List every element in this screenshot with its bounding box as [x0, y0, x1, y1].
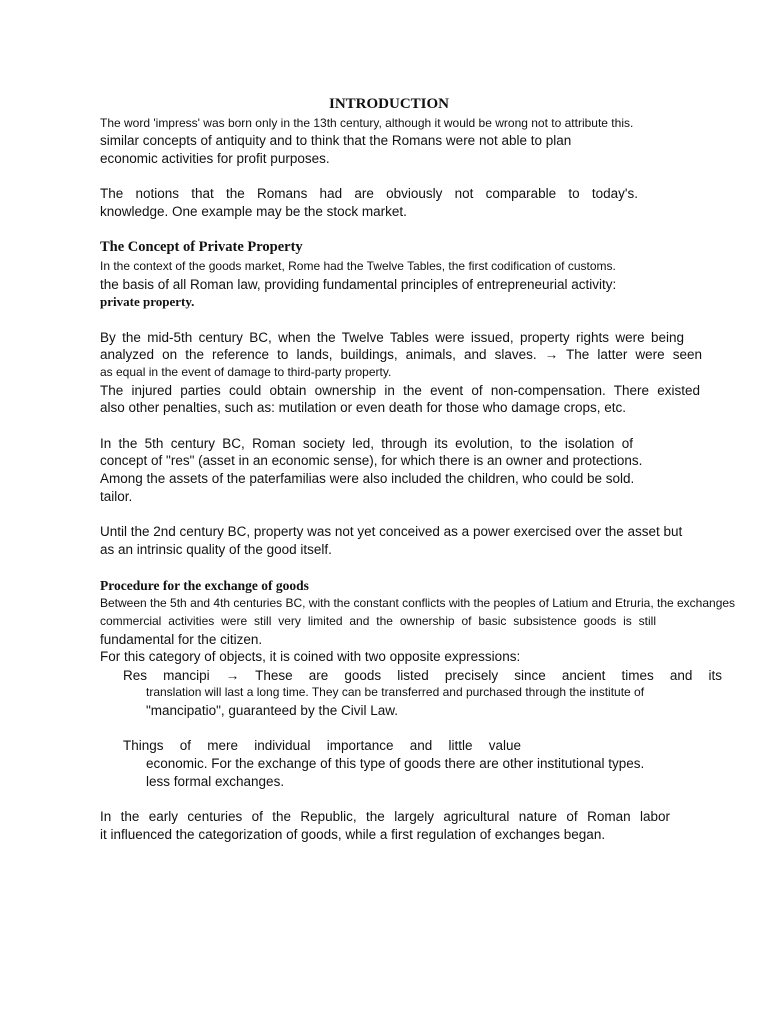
section-heading-private-property: The Concept of Private Property	[100, 239, 303, 255]
s1-p2-line-2: analyzed on the reference to lands, buildings, animals, and slaves. → The latter were seen	[100, 347, 702, 362]
s1-p2-line-3: as equal in the event of damage to third-party property.	[100, 365, 392, 379]
s1-p2-line-1: By the mid-5th century BC, when the Twelve Tables were issued, property rights were being	[100, 330, 684, 345]
s1-p3-line-2: concept of "res" (asset in an economic sense), for which there is an owner and protections.	[100, 453, 643, 468]
s1-line-3: private property.	[100, 294, 195, 309]
page-title: INTRODUCTION	[329, 96, 450, 112]
s1-p3-line-4: tailor.	[100, 489, 133, 504]
s2-line-2: commercial activities were still very limited and the ownership of basic subsistence goods is still	[100, 614, 656, 628]
s1-p2-line-5: also other penalties, such as: mutilation or even death for those who damage crops, etc.	[100, 400, 627, 415]
s2-item1-line-1: Res mancipi → These are goods listed precisely since ancient times and its	[123, 668, 722, 683]
s1-p3-line-1: In the 5th century BC, Roman society led, through its evolution, to the isolation of	[100, 436, 633, 451]
s1-p3-line-3: Among the assets of the paterfamilias were also included the children, who could be sold.	[100, 471, 635, 486]
s1-p2-line-4: The injured parties could obtain ownership in the event of non-compensation. There existed	[100, 383, 700, 398]
s2-item1-line-3: "mancipatio", guaranteed by the Civil Law.	[146, 703, 398, 718]
intro-line-4: The notions that the Romans had are obviously not comparable to today's.	[100, 186, 638, 201]
s2-last-line-2: it influenced the categorization of goods, while a first regulation of exchanges began.	[100, 827, 606, 842]
s1-line-2: the basis of all Roman law, providing fundamental principles of entrepreneurial activity:	[100, 277, 617, 292]
s2-item2-line-2: economic. For the exchange of this type of goods there are other institutional types.	[146, 756, 645, 771]
intro-line-5: knowledge. One example may be the stock market.	[100, 204, 407, 219]
s2-item2-line-1: Things of mere individual importance and little value	[123, 738, 521, 753]
s2-line-1: Between the 5th and 4th centuries BC, with the constant conflicts with the peoples of Latium and Etruria, the exchanges	[100, 596, 736, 610]
section-heading-exchange: Procedure for the exchange of goods	[100, 578, 309, 593]
intro-line-3: economic activities for profit purposes.	[100, 151, 330, 166]
intro-line-2: similar concepts of antiquity and to think that the Romans were not able to plan	[100, 133, 572, 148]
s2-line-4: For this category of objects, it is coined with two opposite expressions:	[100, 649, 521, 664]
s2-item1-line-2: translation will last a long time. They can be transferred and purchased through the institute of	[146, 685, 645, 699]
intro-line-1: The word 'impress' was born only in the 13th century, although it would be wrong not to attribute this.	[100, 116, 634, 130]
s1-line-1: In the context of the goods market, Rome had the Twelve Tables, the first codification of customs.	[100, 259, 616, 273]
s1-p4-line-2: as an intrinsic quality of the good itself.	[100, 542, 332, 557]
s2-line-3: fundamental for the citizen.	[100, 632, 263, 647]
s2-last-line-1: In the early centuries of the Republic, the largely agricultural nature of Roman labor	[100, 809, 670, 824]
s2-item2-line-3: less formal exchanges.	[146, 774, 285, 789]
s1-p4-line-1: Until the 2nd century BC, property was not yet conceived as a power exercised over the asset but	[100, 524, 683, 539]
